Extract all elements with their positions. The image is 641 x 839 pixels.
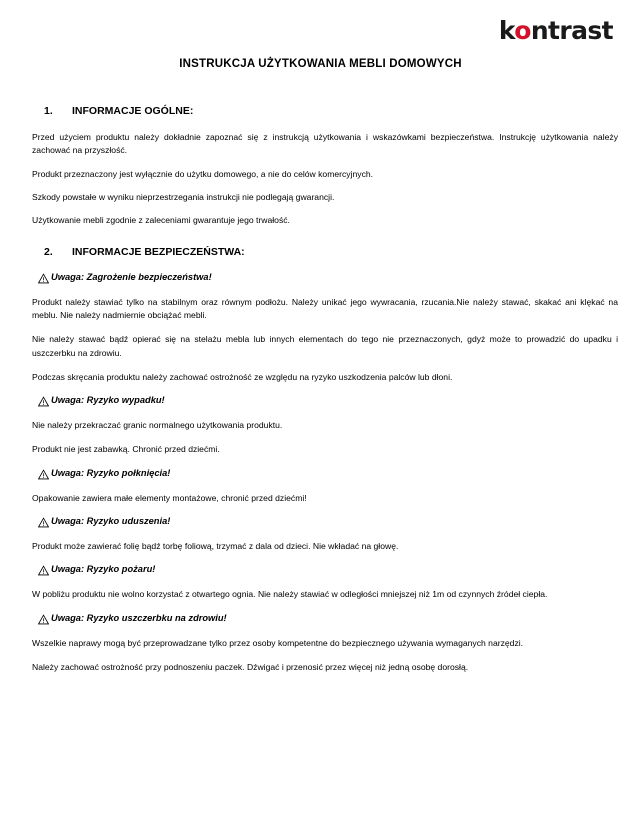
warning-triangle-icon (38, 469, 49, 480)
warning-text: Uwaga: Ryzyko pożaru! (51, 564, 156, 575)
paragraph: Wszelkie naprawy mogą być przeprowadzane tylko przez osoby kompetentne do bezpiecznego używania wymaganych narzędzi. (32, 637, 524, 648)
section-1-number: 1. (44, 105, 53, 117)
section-2-title: INFORMACJE BEZPIECZEŃSTWA: (72, 245, 245, 258)
warning-text: Uwaga: Ryzyko wypadku! (51, 395, 165, 406)
paragraph: Nie należy przekraczać granic normalnego użytkowania produktu. (32, 420, 283, 431)
kontrast-logo (499, 18, 613, 43)
section-2-heading (28, 246, 618, 258)
paragraph: Produkt nie jest zabawką. Chronić przed dziećmi. (32, 444, 220, 455)
warning-text: Uwaga: Zagrożenie bezpieczeństwa! (51, 271, 212, 282)
warning-text: Uwaga: Ryzyko uszczerbku na zdrowiu! (51, 612, 227, 623)
warning-line (28, 564, 618, 575)
warning-triangle-icon (38, 614, 49, 625)
warning-line (28, 272, 618, 283)
warning-line (28, 516, 618, 527)
logo-accent-o: o (514, 16, 531, 45)
section-informacje-bezpieczenstwa (28, 246, 618, 675)
paragraph: Należy zachować ostrożność przy podnoszeniu paczek. Dźwigać i przenosić przez więcej niż jedną osobę dorosłą. (32, 662, 469, 672)
document-body (28, 105, 618, 685)
warning-line (28, 613, 618, 624)
logo-text-after: ntrast (530, 16, 613, 45)
section-1-title: INFORMACJE OGÓLNE: (72, 105, 194, 117)
warning-triangle-icon (38, 517, 49, 528)
warning-text: Uwaga: Ryzyko połknięcia! (51, 467, 171, 478)
section-1-heading (28, 105, 618, 117)
paragraph: Opakowanie zawiera małe elementy montażowe, chronić przed dziećmi! (32, 492, 307, 503)
section-informacje-ogolne (28, 105, 618, 228)
paragraph: Użytkowanie mebli zgodnie z zaleceniami gwarantuje jego trwałość. (32, 215, 290, 226)
paragraph: Przed użyciem produktu należy dokładnie zapoznać się z instrukcją użytkowania i wskazówkami bezpieczeństwa. Instrukcję użytkowania należy zachować na przyszłość. (32, 132, 618, 156)
paragraph: Podczas skręcania produktu należy zachować ostrożność ze względu na ryzyko uszkodzenia palców lub dłoni. (32, 371, 453, 382)
warning-line (28, 468, 618, 479)
page-title: INSTRUKCJA UŻYTKOWANIA MEBLI DOMOWYCH (179, 58, 462, 70)
logo-text-before: k (498, 16, 515, 45)
paragraph: W pobliżu produktu nie wolno korzystać z otwartego ognia. Nie należy stawiać w odległości mniejszej niż 1m od czynnych źródeł ciepła. (32, 589, 548, 600)
section-2-number: 2. (44, 245, 53, 258)
paragraph: Nie należy stawać bądź opierać się na stelażu mebla lub innych elementach do tego nie przeznaczonych, gdyż może to prowadzić do upadku i uszczerbku na zdrowiu. (32, 334, 618, 358)
paragraph: Produkt należy stawiać tylko na stabilnym oraz równym podłożu. Należy unikać jego wywracania, rzucania.Nie należy stawać, skakać ani klękać na meblu. Nie należy nadmiernie obciążać mebli. (32, 296, 618, 320)
paragraph: Szkody powstałe w wyniku nieprzestrzegania instrukcji nie podlegają gwarancji. (32, 191, 335, 202)
warning-triangle-icon (38, 273, 49, 284)
warning-line (28, 395, 618, 406)
warning-triangle-icon (38, 565, 49, 576)
paragraph: Produkt może zawierać folię bądź torbę foliową, trzymać z dala od dzieci. Nie wkładać na głowę. (32, 541, 399, 552)
warning-triangle-icon (38, 396, 49, 407)
warning-text: Uwaga: Ryzyko uduszenia! (51, 516, 171, 527)
paragraph: Produkt przeznaczony jest wyłącznie do użytku domowego, a nie do celów komercyjnych. (32, 168, 374, 179)
